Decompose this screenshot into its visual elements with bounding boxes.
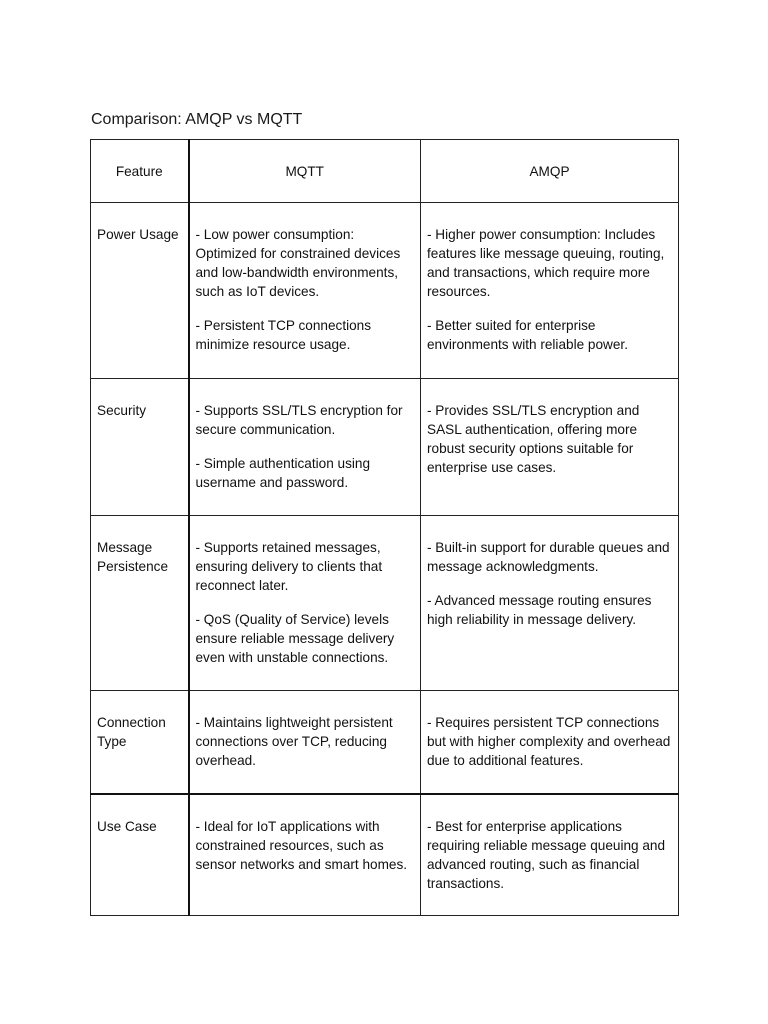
- table-header-row: [91, 140, 679, 203]
- table-row: [91, 516, 679, 691]
- cell-paragraph: - Best for enterprise applications requiring reliable message queuing and advanced routing, such as financial transactions.: [427, 819, 666, 891]
- comparison-table: [90, 139, 679, 916]
- cell-paragraph: - Built-in support for durable queues and message acknowledgments.: [427, 540, 670, 574]
- feature-cell: Power Usage: [91, 203, 189, 379]
- feature-cell: Use Case: [91, 794, 189, 916]
- cell-paragraph: - QoS (Quality of Service) levels ensure reliable message delivery even with unstable connections.: [195, 612, 395, 665]
- cell-paragraph: - Advanced message routing ensures high reliability in message delivery.: [427, 593, 652, 627]
- amqp-cell: [421, 691, 679, 795]
- mqtt-cell: [189, 691, 421, 795]
- cell-paragraph: - Higher power consumption: Includes features like message queuing, routing, and transactions, which require more resources.: [427, 227, 665, 299]
- feature-cell: Security: [91, 379, 189, 516]
- mqtt-cell: [189, 794, 421, 916]
- table-row: [91, 203, 679, 379]
- amqp-cell: [421, 516, 679, 691]
- cell-paragraph: - Better suited for enterprise environments with reliable power.: [427, 318, 628, 352]
- header-mqtt: MQTT: [189, 140, 421, 203]
- feature-cell: Message Persistence: [91, 516, 189, 691]
- cell-paragraph: - Persistent TCP connections minimize resource usage.: [195, 318, 372, 352]
- cell-paragraph: - Supports retained messages, ensuring delivery to clients that reconnect later.: [195, 540, 383, 593]
- feature-cell: Connection Type: [91, 691, 189, 795]
- mqtt-cell: [189, 203, 421, 379]
- amqp-cell: [421, 203, 679, 379]
- table-row: [91, 794, 679, 916]
- cell-paragraph: - Supports SSL/TLS encryption for secure communication.: [195, 403, 403, 437]
- amqp-cell: [421, 794, 679, 916]
- document-title: Comparison: AMQP vs MQTT: [91, 111, 303, 128]
- table-row: [91, 691, 679, 795]
- table-row: [91, 379, 679, 516]
- amqp-cell: [421, 379, 679, 516]
- cell-paragraph: - Requires persistent TCP connections but with higher complexity and overhead due to additional features.: [427, 715, 671, 768]
- cell-paragraph: - Simple authentication using username and password.: [195, 456, 371, 490]
- header-amqp: AMQP: [421, 140, 679, 203]
- mqtt-cell: [189, 379, 421, 516]
- mqtt-cell: [189, 516, 421, 691]
- cell-paragraph: - Provides SSL/TLS encryption and SASL authentication, offering more robust security options suitable for enterprise use cases.: [427, 403, 640, 475]
- cell-paragraph: - Low power consumption: Optimized for constrained devices and low-bandwidth environments, such as IoT devices.: [195, 227, 401, 299]
- cell-paragraph: - Maintains lightweight persistent connections over TCP, reducing overhead.: [195, 715, 393, 768]
- cell-paragraph: - Ideal for IoT applications with constrained resources, such as sensor networks and smart homes.: [195, 819, 408, 872]
- header-feature: Feature: [91, 140, 189, 203]
